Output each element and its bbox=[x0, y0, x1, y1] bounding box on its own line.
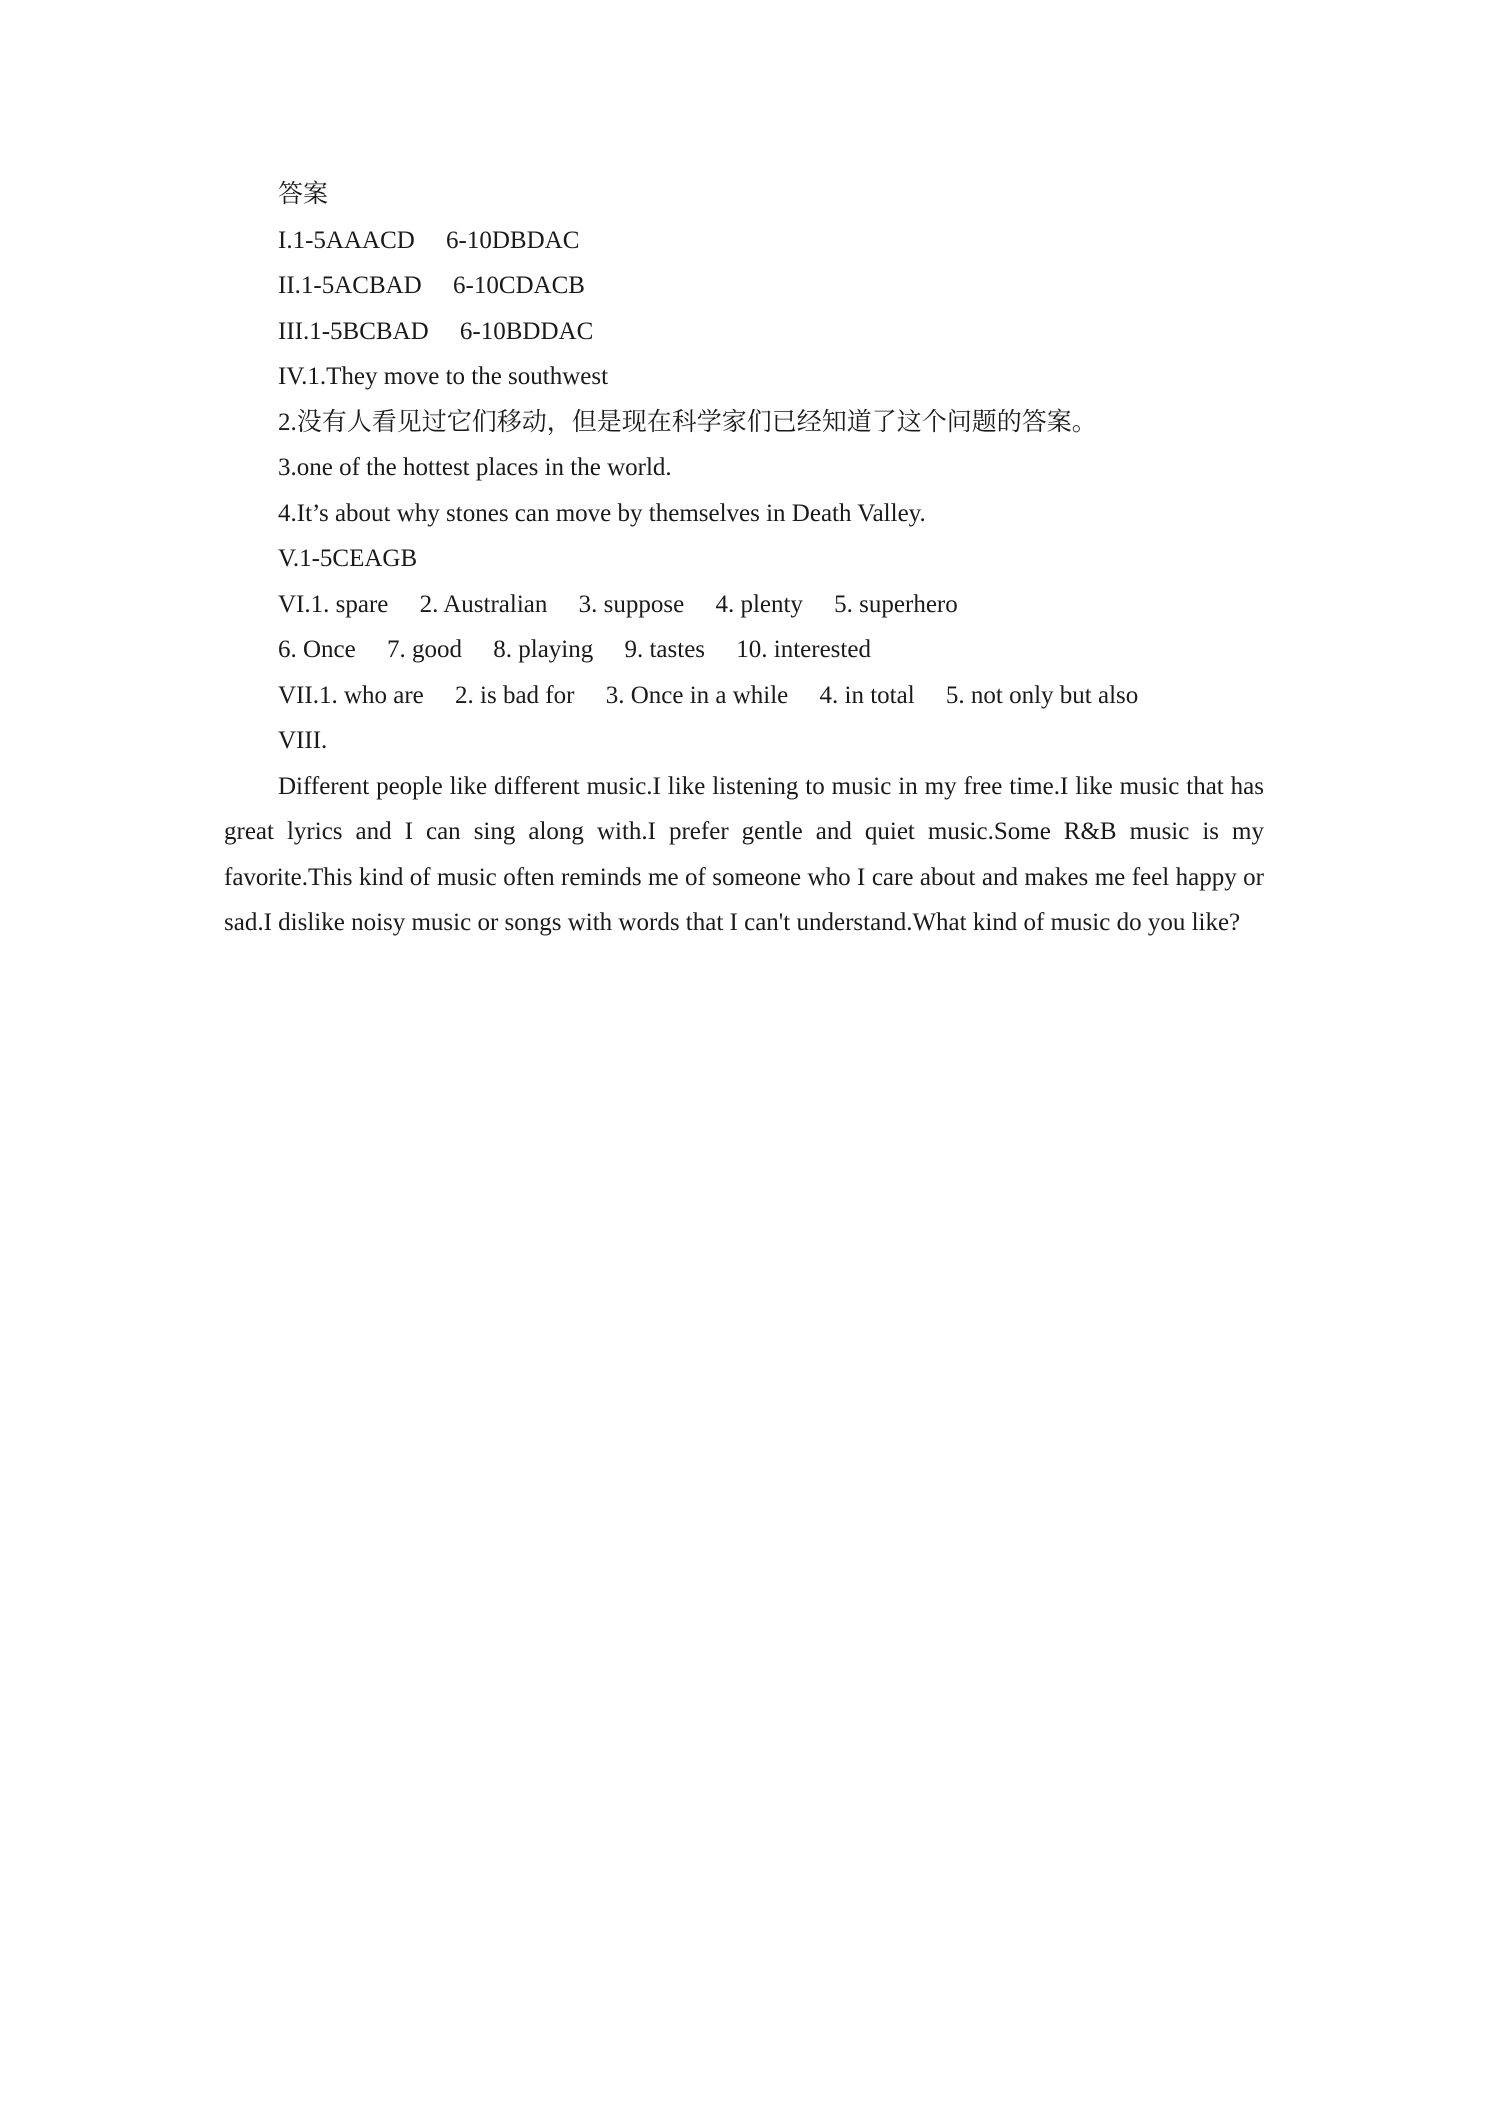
answer-line-5: 2.没有人看见过它们移动，但是现在科学家们已经知道了这个问题的答案。 bbox=[278, 408, 1097, 436]
answer-line-8: V.1-5CEAGB bbox=[278, 545, 418, 572]
answer-line-1: I.1-5AAACD 6-10DBDAC bbox=[278, 226, 580, 254]
answer-line-6: 3.one of the hottest places in the world. bbox=[278, 454, 672, 481]
answer-line-2: II.1-5ACBAD 6-10CDACB bbox=[278, 272, 585, 299]
answer-heading: 答案 bbox=[278, 181, 329, 208]
answer-line-4: IV.1.They move to the southwest bbox=[278, 363, 609, 390]
answer-line-9: VI.1. spare 2. Australian 3. suppose 4. plenty 5. superhero bbox=[278, 590, 958, 618]
answer-line-10: 6. Once 7. good 8. playing 9. tastes 10. interested bbox=[278, 636, 871, 663]
answer-key bbox=[224, 172, 1264, 946]
answer-line-7: 4.It’s about why stones can move by themselves in Death Valley. bbox=[278, 499, 926, 527]
answer-line-11: VII.1. who are 2. is bad for 3. Once in a while 4. in total 5. not only but also bbox=[278, 681, 1139, 709]
answer-line-3: III.1-5BCBAD 6-10BDDAC bbox=[278, 317, 594, 345]
essay-paragraph: Different people like different music.I like listening to music in my free time.I like music that has great lyrics and I can sing along with.I prefer gentle and quiet music.Some R&B music is my favorite.This kind of music often reminds me of someone who I care about and makes me feel happy or sad.I dislike noisy music or songs with words that I can't understand.What kind of music do you like? bbox=[224, 772, 1264, 936]
answer-line-12: VIII. bbox=[278, 727, 328, 754]
